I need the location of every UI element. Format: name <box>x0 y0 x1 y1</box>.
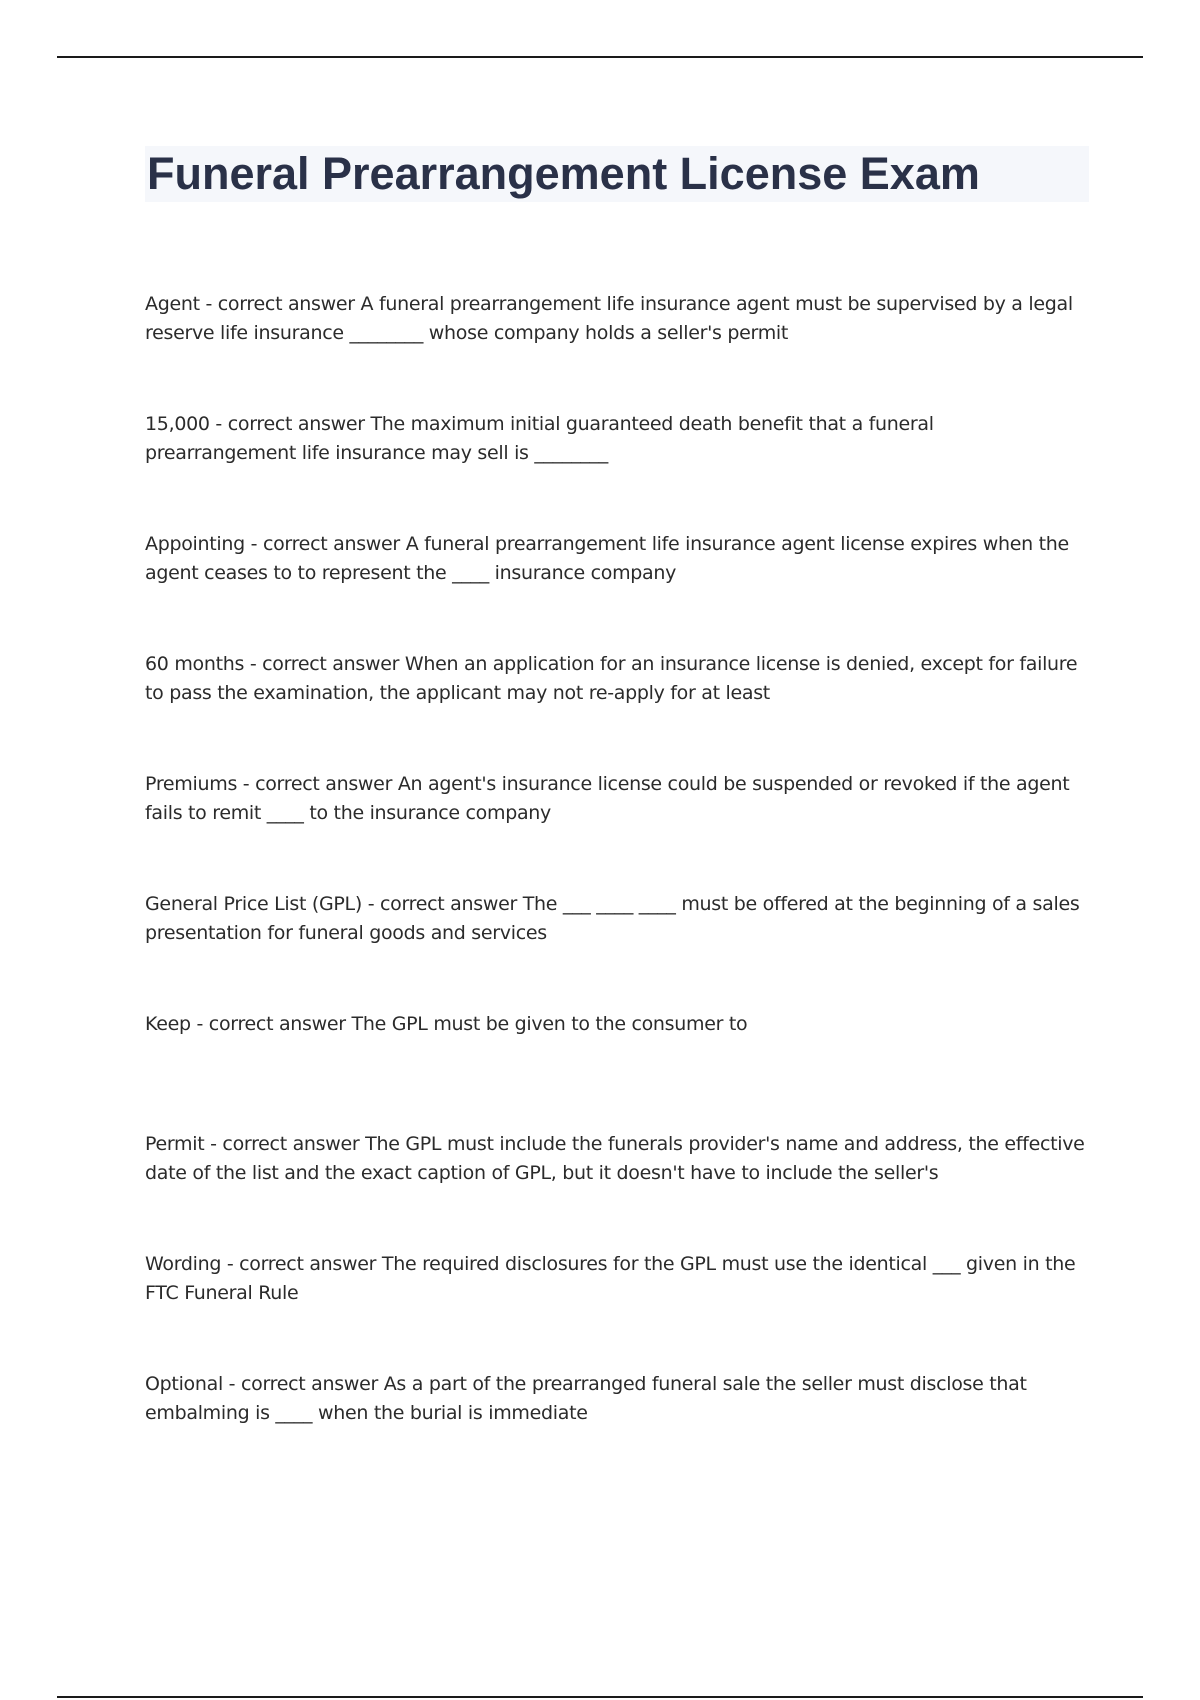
answer-term: Premiums <box>145 773 238 795</box>
list-item <box>145 1250 1090 1370</box>
list-item <box>145 1370 1090 1490</box>
answer-separator: - correct answer <box>244 653 405 675</box>
question-text: As a part of the prearranged funeral sale the seller must disclose that embalming is ____ when the burial is immediate <box>145 1373 1027 1424</box>
top-rule <box>57 56 1143 58</box>
answer-term: Agent <box>145 293 200 315</box>
answer-term: 15,000 <box>145 413 210 435</box>
answer-term: Keep <box>145 1013 191 1035</box>
answer-term: General Price List (GPL) <box>145 893 362 915</box>
answer-separator: - correct answer <box>199 293 361 315</box>
bottom-rule <box>57 1696 1143 1698</box>
list-item <box>145 1130 1090 1250</box>
answer-separator: - correct answer <box>221 1253 382 1275</box>
qa-list <box>145 290 1090 1490</box>
page-title: Funeral Prearrangement License Exam <box>147 148 980 199</box>
answer-separator: - correct answer <box>222 1373 384 1395</box>
answer-term: Optional <box>145 1373 223 1395</box>
question-text: The GPL must be given to the consumer to <box>351 1013 748 1035</box>
question-text: An agent's insurance license could be suspended or revoked if the agent fails to remit ____ to the insurance company <box>145 773 1070 824</box>
list-item <box>145 290 1090 410</box>
answer-separator: - correct answer <box>244 533 406 555</box>
list-item <box>145 530 1090 650</box>
list-item <box>145 1010 1090 1130</box>
question-text: The maximum initial guaranteed death benefit that a funeral prearrangement life insurance may sell is ________ <box>145 413 934 464</box>
list-item <box>145 890 1090 1010</box>
answer-term: Wording <box>145 1253 222 1275</box>
question-text: The ___ ____ ____ must be offered at the beginning of a sales presentation for funeral goods and services <box>145 893 1080 944</box>
question-text: A funeral prearrangement life insurance agent must be supervised by a legal reserve life insurance ________ whose company holds a seller's permit <box>145 293 1073 344</box>
question-text: A funeral prearrangement life insurance agent license expires when the agent ceases to to represent the ____ insurance company <box>145 533 1069 584</box>
answer-separator: - correct answer <box>190 1013 352 1035</box>
answer-separator: - correct answer <box>204 1133 366 1155</box>
question-text: The required disclosures for the GPL must use the identical ___ given in the FTC Funeral Rule <box>145 1253 1076 1304</box>
question-text: The GPL must include the funerals provider's name and address, the effective date of the list and the exact caption of GPL, but it doesn't have to include the seller's <box>145 1133 1085 1184</box>
answer-term: 60 months <box>145 653 245 675</box>
answer-separator: - correct answer <box>237 773 398 795</box>
answer-term: Permit <box>145 1133 205 1155</box>
list-item <box>145 650 1090 770</box>
answer-separator: - correct answer <box>209 413 371 435</box>
question-text: When an application for an insurance license is denied, except for failure to pass the examination, the applicant may not re-apply for at least <box>145 653 1078 704</box>
answer-separator: - correct answer <box>361 893 523 915</box>
list-item <box>145 410 1090 530</box>
list-item <box>145 770 1090 890</box>
answer-term: Appointing <box>145 533 245 555</box>
